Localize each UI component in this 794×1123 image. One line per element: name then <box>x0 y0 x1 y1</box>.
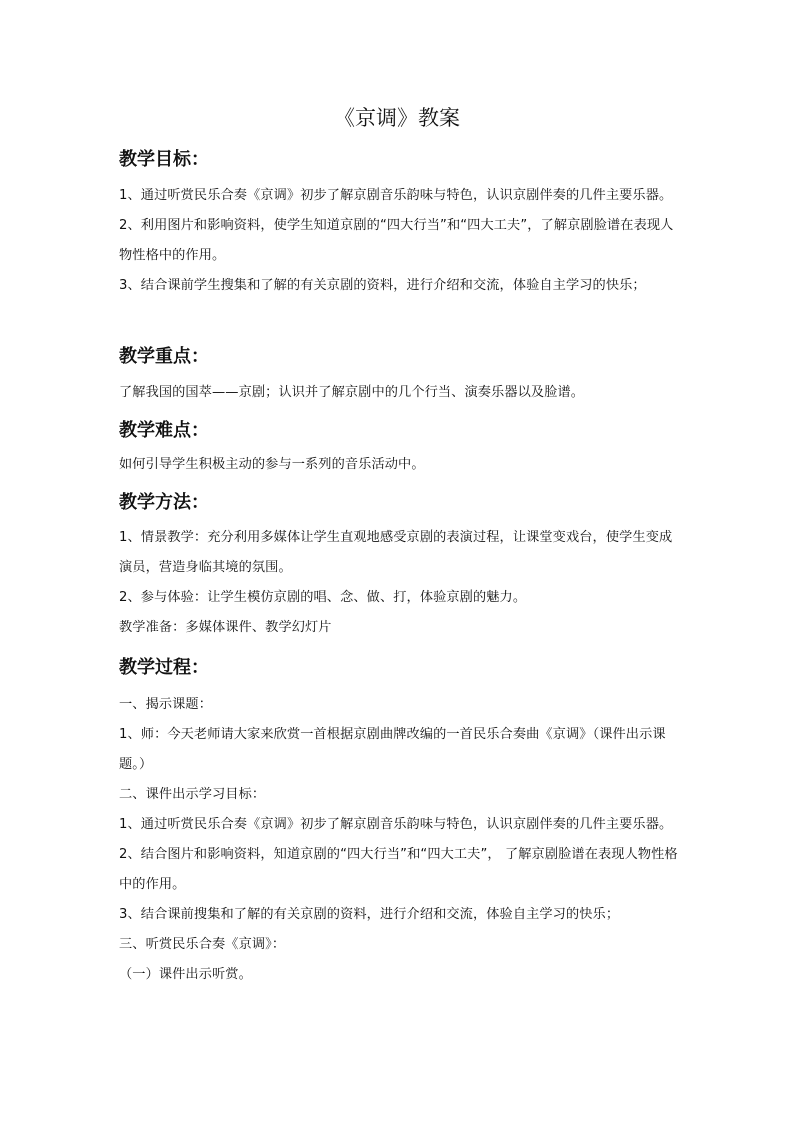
difficulties-body <box>119 450 679 480</box>
process-line: 二、课件出示学习目标： <box>119 787 266 802</box>
process-line: 一、揭示课题： <box>119 697 213 712</box>
key-points-text: 了解我国的国萃——京剧；认识并了解京剧中的几个行当、演奏乐器以及脸谱。 <box>119 385 585 400</box>
methods-heading: 教学方法： <box>119 492 209 513</box>
section-difficulties <box>119 419 679 443</box>
difficulties-text: 如何引导学生积极主动的参与一系列的音乐活动中。 <box>119 457 425 472</box>
section-key-points <box>119 345 679 369</box>
method-item: 1、情景教学：充分利用多媒体让学生直观地感受京剧的表演过程，让课堂变戏台，使学生变成演员，营造身临其境的氛围。 <box>119 530 673 575</box>
goal-item: 2、利用图片和影响资料，使学生知道京剧的“四大行当”和“四大工夫”，了解京剧脸谱在表现人物性格中的作用。 <box>119 218 674 263</box>
goals-heading: 教学目标： <box>119 149 209 170</box>
process-line: 3、结合课前搜集和了解的有关京剧的资料，进行介绍和交流，体验自主学习的快乐； <box>119 907 620 922</box>
section-methods <box>119 491 679 515</box>
process-line: 1、师：今天老师请大家来欣赏一首根据京剧曲牌改编的一首民乐合奏曲《京调》（课件出示课题。） <box>119 727 666 772</box>
methods-list <box>119 523 679 643</box>
difficulties-heading: 教学难点： <box>119 420 209 441</box>
key-points-body <box>119 378 679 408</box>
teaching-prep: 教学准备：多媒体课件、教学幻灯片 <box>119 620 332 635</box>
process-list <box>119 690 679 990</box>
section-goals <box>119 148 679 172</box>
process-line: 2、结合图片和影响资料，知道京剧的“四大行当”和“四大工夫”， 了解京剧脸谱在表现人物性格中的作用。 <box>119 847 678 892</box>
key-points-heading: 教学重点： <box>119 346 209 367</box>
process-line: 三、听赏民乐合奏《京调》： <box>119 937 286 952</box>
method-item: 2、参与体验：让学生模仿京剧的唱、念、做、打，体验京剧的魅力。 <box>119 590 527 605</box>
process-heading: 教学过程： <box>119 657 209 678</box>
goal-item: 1、通过听赏民乐合奏《京调》初步了解京剧音乐韵味与特色，认识京剧伴奏的几件主要乐器。 <box>119 188 673 203</box>
goal-item: 3、结合课前学生搜集和了解的有关京剧的资料，进行介绍和交流，体验自主学习的快乐； <box>119 278 646 293</box>
process-line: 1、通过听赏民乐合奏《京调》初步了解京剧音乐韵味与特色，认识京剧伴奏的几件主要乐器。 <box>119 817 673 832</box>
section-process <box>119 656 679 680</box>
goals-list <box>119 181 679 301</box>
document-title: 《京调》教案 <box>334 106 460 130</box>
process-line: （一）课件出示听赏。 <box>119 967 252 982</box>
